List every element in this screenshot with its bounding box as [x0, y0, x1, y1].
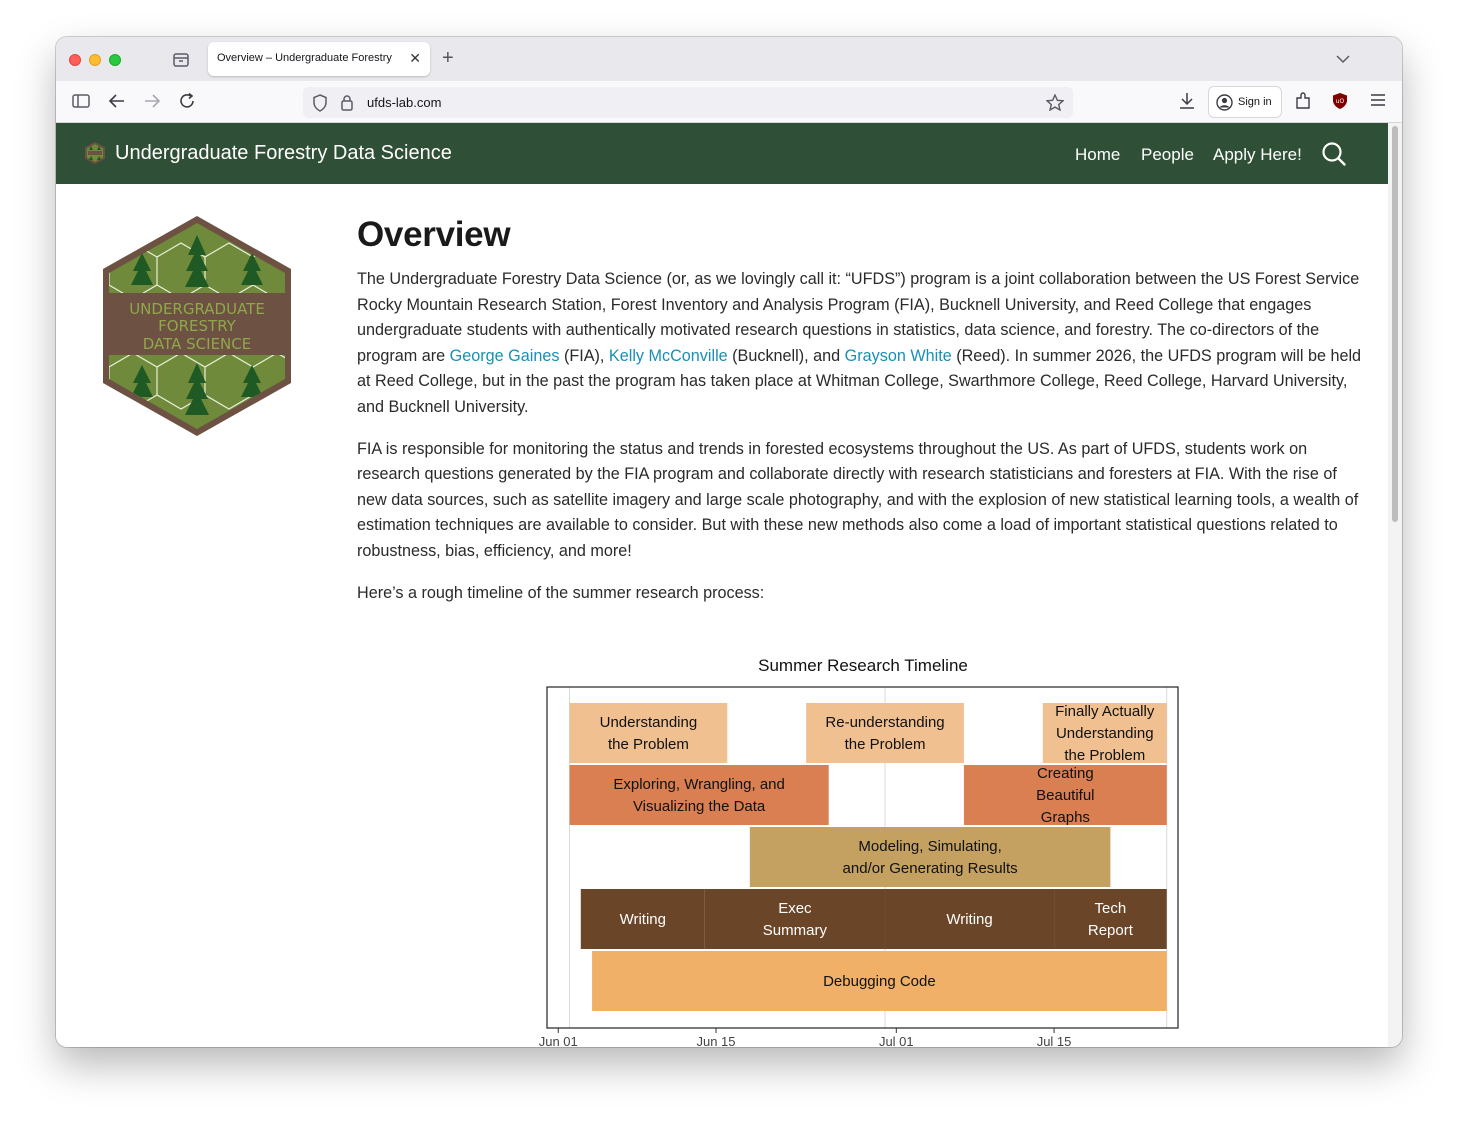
logo-line-1: UNDERGRADUATE: [129, 300, 265, 318]
sidebar-icon[interactable]: [72, 93, 90, 114]
logo-line-3: DATA SCIENCE: [142, 335, 252, 353]
browser-toolbar: [56, 81, 1402, 123]
timeline-bar-label: Report: [1087, 922, 1133, 939]
scrollbar-thumb[interactable]: [1392, 126, 1398, 522]
nav-people-link[interactable]: People: [1141, 145, 1194, 164]
timeline-bar: [705, 889, 885, 949]
timeline-bar-label: Creating: [1036, 765, 1094, 782]
timeline-bar-label: Writing: [619, 911, 666, 928]
timeline-bar-label: Tech: [1094, 900, 1127, 917]
menu-hamburger-icon[interactable]: [1370, 93, 1386, 112]
link-george-gaines[interactable]: George Gaines: [449, 346, 560, 365]
back-arrow-icon[interactable]: [108, 93, 126, 114]
link-kelly-mcconville[interactable]: Kelly McConville: [608, 346, 728, 365]
sign-in-button[interactable]: [1208, 86, 1282, 118]
timeline-bar-label: the Problem: [607, 736, 689, 753]
timeline-bar-label: Modeling, Simulating,: [858, 838, 1002, 855]
timeline-bar-label: Re-understanding: [825, 714, 945, 731]
timeline-bar-label: Summary: [762, 922, 827, 939]
ufds-hex-logo: [100, 213, 294, 444]
timeline-bar-label: Debugging Code: [823, 973, 936, 990]
minimize-window-button[interactable]: [89, 54, 101, 66]
timeline-intro: Here’s a rough timeline of the summer research process:: [357, 583, 765, 602]
logo-line-2: FORESTRY: [158, 317, 236, 335]
svg-text:uO: uO: [1335, 98, 1345, 105]
timeline-bar-label: Graphs: [1040, 809, 1090, 826]
sign-in-label: Sign in: [1238, 96, 1272, 108]
x-tick-label: Jun 15: [696, 1034, 736, 1047]
shield-icon[interactable]: [312, 94, 328, 117]
timeline-bar-label: Exploring, Wrangling, and: [613, 776, 785, 793]
reload-icon[interactable]: [179, 93, 197, 114]
fia-paragraph: FIA is responsible for monitoring the status and trends in forested ecosystems throughout the US. As part of UFDS, students work on research questions generated by the FIA program and collaborate directly with research statisticians and foresters at FIA. With the rise of new data sources, such as satellite imagery and large scale photography, and with the explosion of new statistical learning tools, a wealth of estimation techniques are available to consider. But with these new methods also come a load of important statistical questions related to robustness, bias, efficiency, and more!: [357, 439, 1359, 560]
close-window-button[interactable]: [69, 54, 81, 66]
intro-text-b: (FIA),: [559, 346, 609, 365]
intro-text-c: (Bucknell), and: [727, 346, 845, 365]
browser-window: [56, 37, 1402, 1047]
main-content: [357, 215, 1367, 622]
search-icon[interactable]: [1321, 141, 1347, 172]
timeline-bar-label: Writing: [946, 911, 993, 928]
x-tick-label: Jun 01: [538, 1034, 578, 1047]
brand-title[interactable]: Undergraduate Forestry Data Science: [115, 142, 452, 164]
bookmark-star-icon[interactable]: [1046, 94, 1064, 116]
timeline-bar-label: the Problem: [1064, 747, 1146, 764]
extensions-icon[interactable]: [1294, 92, 1312, 115]
timeline-bar: [570, 765, 829, 825]
downloads-icon[interactable]: [1178, 92, 1196, 115]
intro-paragraph: [357, 267, 1367, 421]
timeline-bar-label: Visualizing the Data: [632, 798, 766, 815]
timeline-bar-label: and/or Generating Results: [842, 860, 1018, 877]
nav-apply-link[interactable]: Apply Here!: [1213, 145, 1302, 164]
timeline-bar: [750, 827, 1111, 887]
tab-list-chevron-icon[interactable]: [1336, 51, 1350, 69]
zoom-window-button[interactable]: [109, 54, 121, 66]
timeline-bar-label: Exec: [778, 900, 812, 917]
new-tab-icon[interactable]: +: [442, 47, 454, 69]
x-tick-label: Jul 01: [878, 1034, 914, 1047]
link-grayson-white[interactable]: Grayson White: [844, 346, 952, 365]
intro-text-a: The Undergraduate Forestry Data Science (or, as we lovingly call it: “UFDS”) program is a joint collaboration between the US Forest Service Rocky Mountain Research Station, Forest Inventory and Analysis Program (FIA), Bucknell University, and Reed College that engages undergraduate students with authentically motivated research questions in statistics, data science, and forestry. The co-directors of the program are: [357, 270, 1360, 365]
timeline-bar-label: the Problem: [844, 736, 926, 753]
tab-strip: [56, 37, 1402, 81]
timeline-bar-label: Finally Actually: [1055, 703, 1155, 720]
firefox-view-icon[interactable]: [170, 49, 192, 71]
intro-text-d: (Reed). In summer 2026, the UFDS program will be held at Reed College, but in the past the program has taken place at Whitman College, Swarthmore College, Reed College, Harvard University, and Bucknell University.: [357, 346, 1362, 416]
ublock-origin-icon[interactable]: [1332, 92, 1348, 115]
page-viewport: [56, 123, 1388, 1047]
brand-logo-icon[interactable]: [84, 142, 106, 169]
timeline-bar-label: Understanding: [599, 714, 698, 731]
timeline-bar-label: Understanding: [1055, 725, 1154, 742]
lock-icon[interactable]: [340, 94, 354, 116]
x-tick-label: Jul 15: [1036, 1034, 1072, 1047]
tab-title: Overview – Undergraduate Forestry: [217, 52, 392, 64]
site-navbar: [56, 123, 1388, 184]
forward-arrow-icon[interactable]: [143, 93, 161, 114]
page-title: Overview: [357, 215, 511, 254]
nav-home-link[interactable]: Home: [1075, 145, 1121, 164]
url-bar[interactable]: [303, 87, 1073, 118]
close-tab-icon[interactable]: ✕: [409, 50, 421, 66]
scrollbar[interactable]: [1388, 123, 1402, 1047]
active-tab[interactable]: [208, 42, 430, 76]
url-text: ufds-lab.com: [367, 95, 442, 110]
account-icon: [1216, 94, 1233, 116]
timeline-bar: [806, 703, 964, 763]
timeline-bar-label: Beautiful: [1036, 787, 1095, 804]
timeline-bar: [1054, 889, 1167, 949]
chart-title: Summer Research Timeline: [758, 656, 968, 675]
timeline-bar: [570, 703, 728, 763]
timeline-chart: [531, 649, 1191, 1047]
